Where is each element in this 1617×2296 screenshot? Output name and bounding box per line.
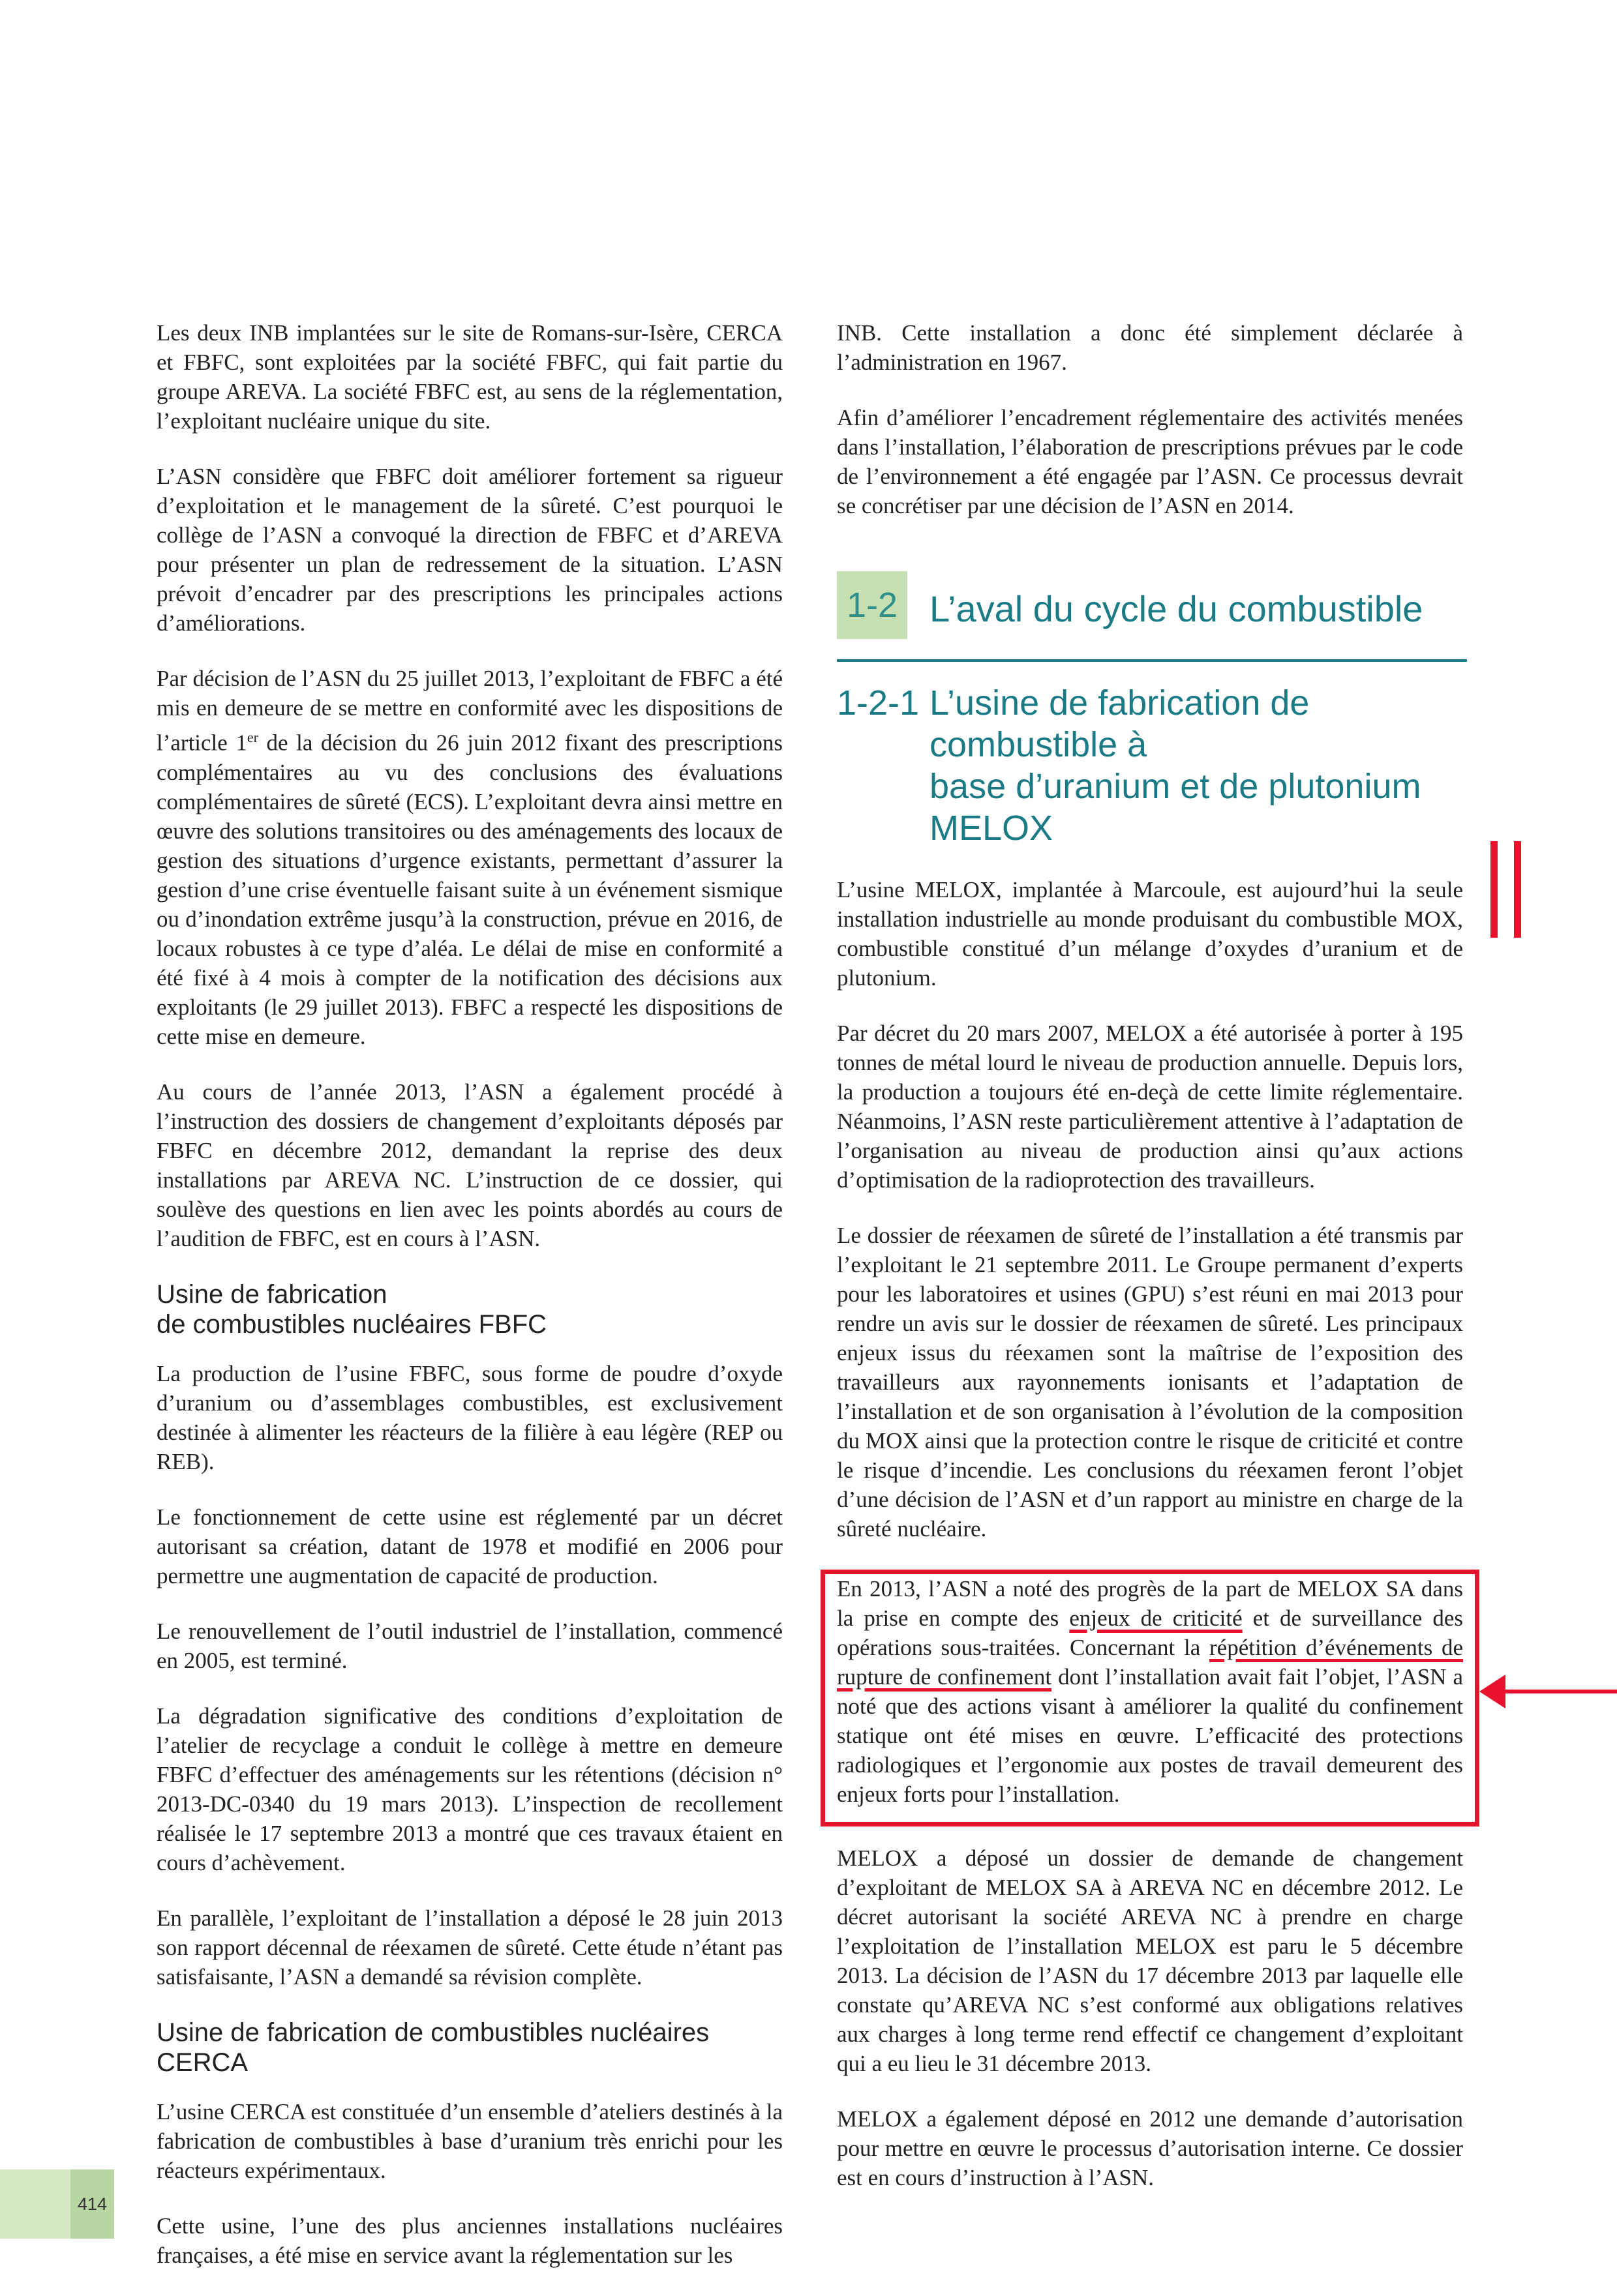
section-title: L’aval du cycle du combustible bbox=[929, 588, 1423, 629]
paragraph: La production de l’usine FBFC, sous forme de poudre d’oxyde d’uranium ou d’assemblages combustibles, est exclusivement destinée à alimenter les réacteurs de la filière à eau légère (REP ou REB). bbox=[157, 1360, 783, 1474]
subheading-line: Usine de fabrication de combustibles nucléaires bbox=[157, 2018, 710, 2047]
highlight-box bbox=[821, 1570, 1479, 1826]
paragraph: Afin d’améliorer l’encadrement réglementaire des activités menées dans l’installation, l’élaboration de prescriptions prévues par le code de l’environnement a été engagée par l’ASN. Ce processus devrait se concrétiser par une décision de l’ASN en 2014. bbox=[837, 405, 1463, 518]
paragraph: MELOX a également déposé en 2012 une demande d’autorisation pour mettre en œuvre le processus d’autorisation interne. Ce dossier est en cours d’instruction à l’ASN. bbox=[837, 2106, 1463, 2190]
subheading-fbfc bbox=[157, 1279, 783, 1339]
section-heading bbox=[837, 571, 1463, 682]
section-rule bbox=[837, 659, 1467, 662]
subheading-line: CERCA bbox=[157, 2048, 249, 2077]
subsection-title-line: L’usine de fabrication de combustible à bbox=[929, 683, 1310, 764]
section-number: 1-2 bbox=[837, 571, 907, 639]
subsection-title bbox=[929, 682, 1463, 849]
paragraph: MELOX a déposé un dossier de demande de changement d’exploitant de MELOX SA à AREVA NC en décembre 2012. Le décret autorisant la société AREVA NC à prendre en charge l’exploitation de l’installation MELOX est paru le 5 décembre 2013. La décision de l’ASN du 17 décembre 2013 par laquelle elle constate qu’AREVA NC s’est conformé aux obligations relatives aux charges à long terme rend effectif ce changement d’exploitant qui a eu lieu le 31 décembre 2013. bbox=[837, 1845, 1463, 2076]
subsection-number: 1-2-1 bbox=[837, 683, 920, 723]
paragraph: Le fonctionnement de cette usine est réglementé par un décret autorisant sa création, datant de 1978 et modifié en 2006 pour permettre une augmentation de capacité de production. bbox=[157, 1504, 783, 1588]
subsection-heading bbox=[837, 682, 1463, 849]
subheading-cerca bbox=[157, 2018, 783, 2078]
right-column bbox=[837, 318, 1463, 2218]
paragraph: La dégradation significative des conditions d’exploitation de l’atelier de recyclage a conduit le collège à mettre en demeure FBFC d’effectuer des aménagements sur les rétentions (décision n° 2013-DC-0340 du 19 mars 2013). L’inspection de recollement réalisée le 17 septembre 2013 a montré que ces travaux étaient en cours d’achèvement. bbox=[157, 1703, 783, 1875]
paragraph-text: En 2013, l’ASN a noté des progrès de la part de MELOX SA dans la prise en compte des bbox=[837, 1576, 1463, 1631]
paragraph: INB. Cette installation a donc été simplement déclarée à l’administration en 1967. bbox=[837, 320, 1463, 375]
paragraph: Les deux INB implantées sur le site de Romans-sur-Isère, CERCA et FBFC, sont exploitées par la société FBFC, qui fait partie du groupe AREVA. La société FBFC est, au sens de la réglementation, l’exploitant nucléaire unique du site. bbox=[157, 320, 783, 434]
paragraph-text: et de surveillance des opérations sous-traitées. Concernant la bbox=[837, 1605, 1463, 1660]
subheading-line: de combustibles nucléaires FBFC bbox=[157, 1309, 547, 1339]
subheading-line: Usine de fabrication bbox=[157, 1279, 387, 1309]
paragraph: L’usine CERCA est constituée d’un ensemble d’ateliers destinés à la fabrication de combustibles à base d’uranium très enrichi pour les réacteurs expérimentaux. bbox=[157, 2098, 783, 2183]
paragraph: Le renouvellement de l’outil industriel de l’installation, commencé en 2005, est terminé. bbox=[157, 1618, 783, 1673]
boxed-paragraph bbox=[837, 1574, 1463, 1809]
underlined-text: répétition d’événements de rupture de confinement bbox=[837, 1635, 1463, 1690]
arrow-annotation-line bbox=[1491, 1690, 1617, 1693]
underlined-text: enjeux de criticité bbox=[1069, 1605, 1243, 1631]
left-column bbox=[157, 318, 783, 2296]
paragraph-text: Par décision de l’ASN du 25 juillet 2013, l’exploitant de FBFC a été mis en demeure de se mettre en conformité avec les dispositions de l’article 1 bbox=[157, 666, 783, 756]
superscript: er bbox=[247, 729, 258, 745]
margin-mark bbox=[1514, 841, 1521, 938]
paragraph: En parallèle, l’exploitant de l’installation a déposé le 28 juin 2013 son rapport décennal de réexamen de sûreté. Cette étude n’étant pas satisfaisante, l’ASN a demandé sa révision complète. bbox=[157, 1905, 783, 1990]
paragraph: Par décret du 20 mars 2007, MELOX a été autorisée à porter à 195 tonnes de métal lourd le niveau de production annuelle. Depuis lors, la production a toujours été en-deçà de cette limite réglementaire. Néanmoins, l’ASN reste particulièrement attentive à l’adaptation de l’organisation au niveau de production ainsi qu’aux actions d’optimisation de la radioprotection des travailleurs. bbox=[837, 1021, 1463, 1193]
page-number: 414 bbox=[70, 2169, 114, 2239]
arrow-left-icon bbox=[1479, 1675, 1505, 1708]
paragraph: L’usine MELOX, implantée à Marcoule, est aujourd’hui la seule installation industrielle au monde produisant du combustible MOX, combustible constitué d’un mélange d’oxydes d’uranium et de plutonium. bbox=[837, 877, 1463, 991]
paragraph: L’ASN considère que FBFC doit améliorer fortement sa rigueur d’exploitation et le management de la sûreté. C’est pourquoi le collège de l’ASN a convoqué la direction de FBFC et d’AREVA pour présenter un plan de redressement de la situation. L’ASN prévoit d’encadrer par des prescriptions les principales actions d’améliorations. bbox=[157, 464, 783, 636]
subsection-title-line: base d’uranium et de plutonium MELOX bbox=[929, 767, 1421, 848]
paragraph-text: dont l’installation avait fait l’objet, l’ASN a noté que des actions visant à améliorer la qualité du confinement statique ont été mises en œuvre. L’efficacité des protections radiologiques et l’ergonomie aux postes de travail demeurent des enjeux forts pour l’installation. bbox=[837, 1664, 1463, 1807]
paragraph bbox=[157, 664, 783, 1051]
paragraph: Le dossier de réexamen de sûreté de l’installation a été transmis par l’exploitant le 21 septembre 2011. Le Groupe permanent d’experts pour les laboratoires et usines (GPU) s’est réuni en mai 2013 pour rendre un avis sur le dossier de réexamen de sûreté. Les principaux enjeux issus du réexamen sont la maîtrise de l’exposition des travailleurs aux rayonnements ionisants et l’adaptation de l’installation et de son organisation à l’évolution de la composition du MOX ainsi que la protection contre le risque de criticité et contre le risque d’incendie. Les conclusions du réexamen feront l’objet d’une décision de l’ASN et d’un rapport au ministre en charge de la sûreté nucléaire. bbox=[837, 1223, 1463, 1542]
paragraph: Au cours de l’année 2013, l’ASN a également procédé à l’instruction des dossiers de changement d’exploitants déposés par FBFC en décembre 2012, demandant la reprise des deux installations par AREVA NC. L’instruction de ce dossier, qui soulève des questions en lien avec les points abordés au cours de l’audition de FBFC, est en cours à l’ASN. bbox=[157, 1079, 783, 1251]
margin-mark bbox=[1490, 841, 1498, 938]
paragraph: Cette usine, l’une des plus anciennes installations nucléaires françaises, a été mise en service avant la réglementation sur les bbox=[157, 2213, 783, 2268]
paragraph-text: de la décision du 26 juin 2012 fixant des prescriptions complémentaires au vu des conclusions des évaluations complémentaires de sûreté (ECS). L’exploitant devra ainsi mettre en œuvre des solutions transitoires ou des aménagements des locaux de gestion des situations d’urgence existants, permettant d’assurer la gestion d’une crise éventuelle faisant suite à un événement sismique ou d’inondation extrême jusqu’à la construction, prévue en 2016, de locaux robustes à ce type d’aléa. Le délai de mise en conformité a été fixé à 4 mois à compter de la notification des décisions aux exploitants (le 29 juillet 2013). FBFC a respecté les dispositions de cette mise en demeure. bbox=[157, 730, 783, 1049]
